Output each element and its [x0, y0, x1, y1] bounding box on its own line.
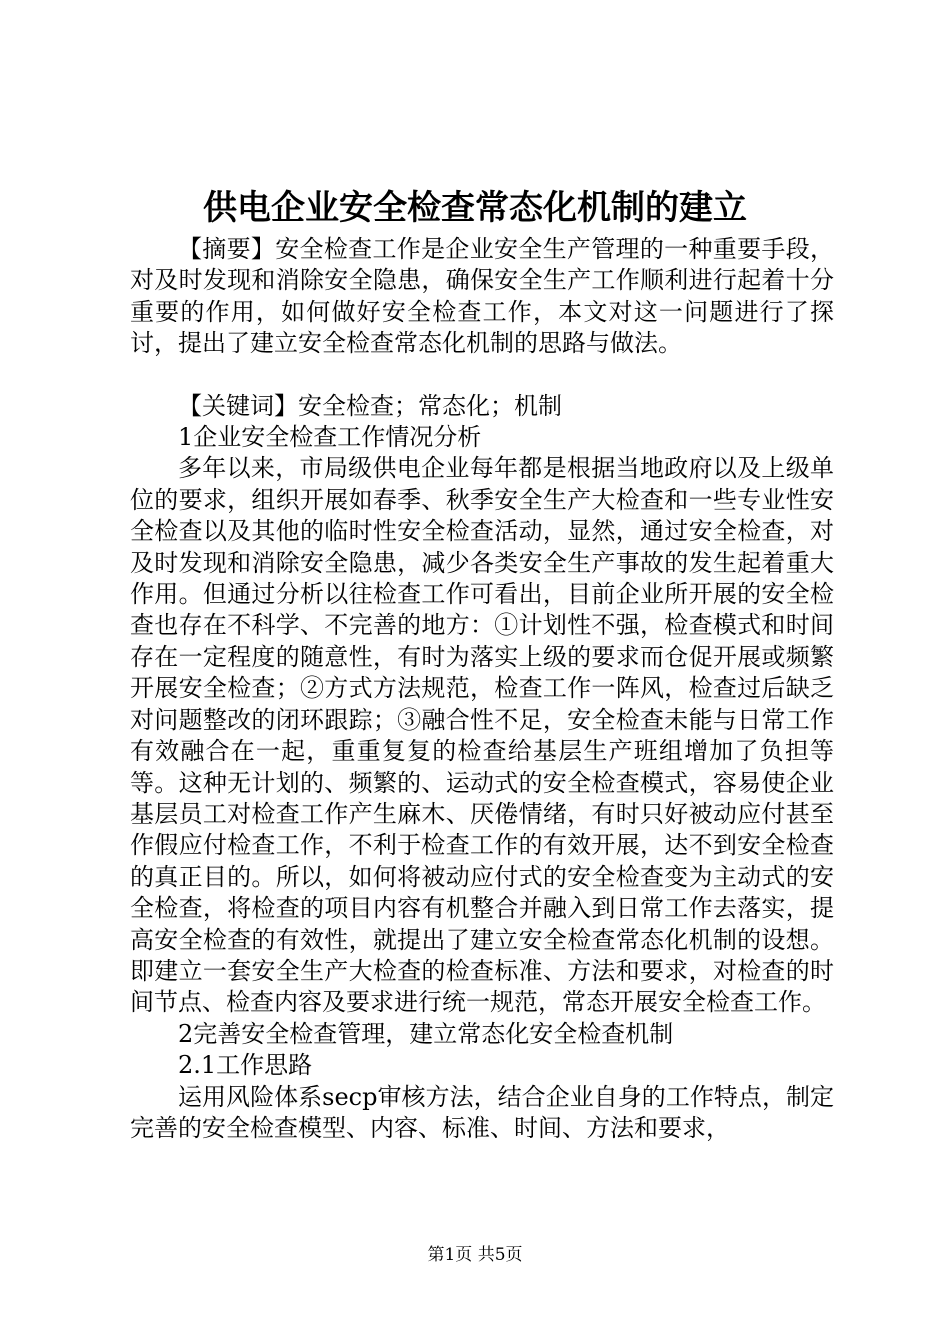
- document-body: [130, 234, 834, 1144]
- section-1-paragraph: 多年以来，市局级供电企业每年都是根据当地政府以及上级单位的要求，组织开展如春季、秋季安全生产大检查和一些专业性安全检查以及其他的临时性安全检查活动，显然，通过安全检查，对及时发现和消除安全隐患，减少各类安全生产事故的发生起着重大作用。但通过分析以往检查工作可看出，目前企业所开展的安全检查也存在不科学、不完善的地方：①计划性不强，检查模式和时间存在一定程度的随意性，有时为落实上级的要求而仓促开展或频繁开展安全检查；②方式方法规范，检查工作一阵风，检查过后缺乏对问题整改的闭环跟踪；③融合性不足，安全检查未能与日常工作有效融合在一起，重重复复的检查给基层生产班组增加了负担等等。这种无计划的、频繁的、运动式的安全检查模式，容易使企业基层员工对检查工作产生麻木、厌倦情绪，有时只好被动应付甚至作假应付检查工作，不利于检查工作的有效开展，达不到安全检查的真正目的。所以，如何将被动应付式的安全检查变为主动式的安全检查，将检查的项目内容有机整合并融入到日常工作去落实，提高安全检查的有效性，就提出了建立安全检查常态化机制的设想。即建立一套安全生产大检查的检查标准、方法和要求，对检查的时间节点、检查内容及要求进行统一规范，常态开展安全检查工作。: [130, 454, 834, 1017]
- page-number-footer: 第1页 共5页: [427, 1245, 523, 1265]
- section-2-1-paragraph: 运用风险体系secp审核方法，结合企业自身的工作特点，制定完善的安全检查模型、内容、标准、时间、方法和要求，: [130, 1082, 834, 1142]
- keywords-paragraph: 【关键词】安全检查；常态化；机制: [178, 391, 562, 420]
- abstract-paragraph: 【摘要】安全检查工作是企业安全生产管理的一种重要手段，对及时发现和消除安全隐患，确保安全生产工作顺利进行起着十分重要的作用，如何做好安全检查工作，本文对这一问题进行了探讨，提出了建立安全检查常态化机制的思路与做法。: [130, 235, 834, 358]
- section-2-heading: 2完善安全检查管理，建立常态化安全检查机制: [178, 1019, 674, 1048]
- section-1-heading: 1企业安全检查工作情况分析: [178, 423, 482, 452]
- section-2-1-heading: 2.1工作思路: [178, 1051, 313, 1080]
- document-title: 供电企业安全检查常态化机制的建立: [203, 188, 747, 228]
